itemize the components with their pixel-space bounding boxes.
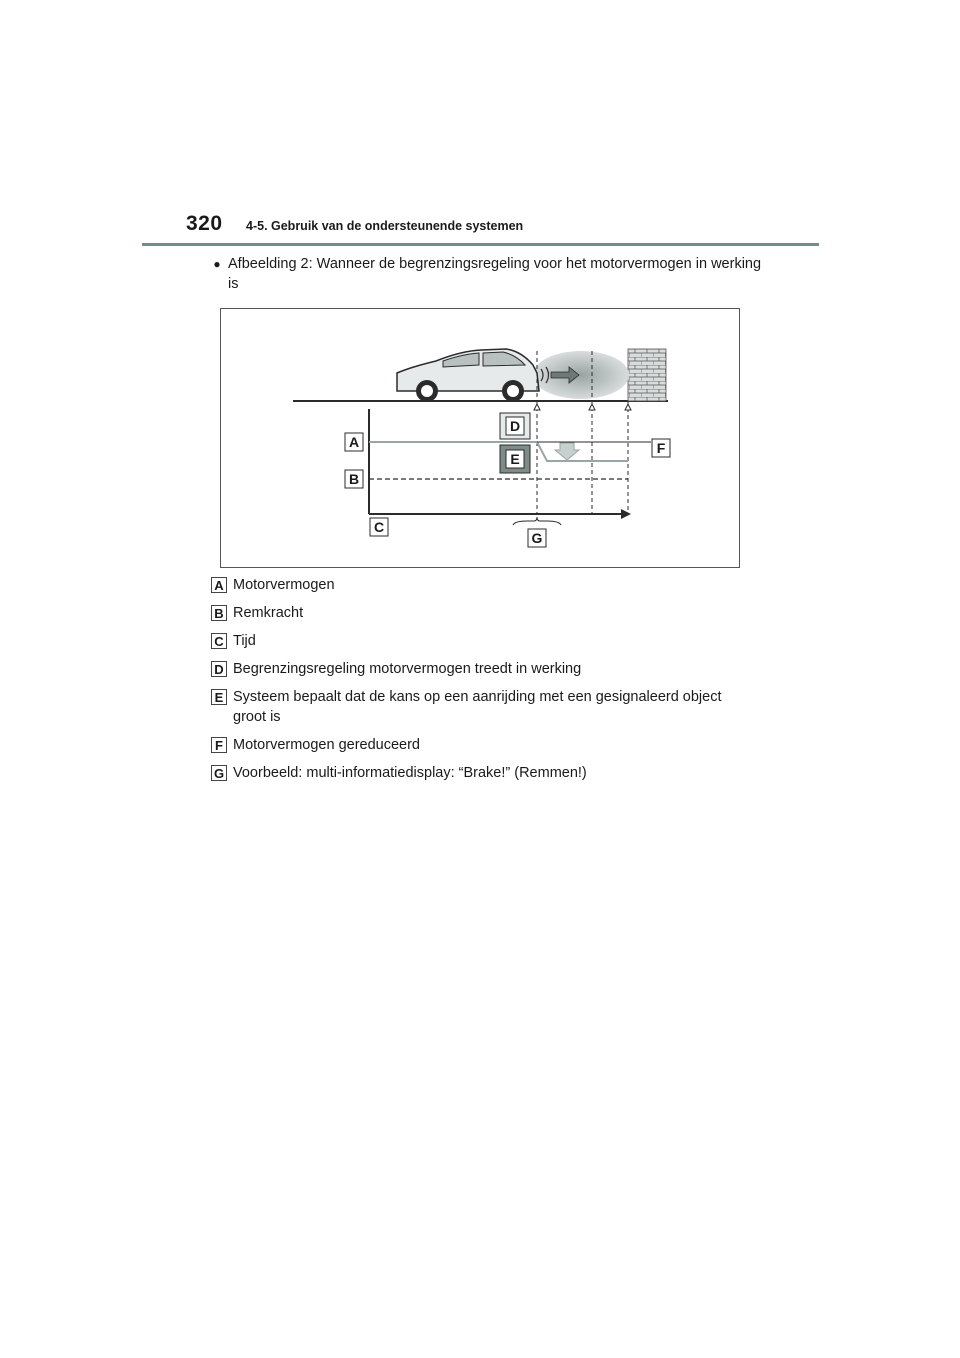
legend-item-g — [211, 763, 751, 783]
callout-g — [528, 529, 546, 547]
callout-d — [500, 413, 530, 439]
legend-tag: E — [211, 689, 227, 705]
legend-text: Begrenzingsregeling motorvermogen treedt in werking — [233, 661, 582, 677]
diagram-figure — [220, 308, 740, 568]
legend-text: Remkracht — [233, 605, 304, 621]
legend-item-f — [211, 735, 751, 755]
legend-text: Tijd — [233, 633, 256, 649]
legend-text: Motorvermogen — [233, 577, 335, 593]
graph-x-arrowhead — [621, 509, 631, 519]
legend-tag: A — [211, 577, 227, 593]
marker-triangle-3 — [625, 404, 631, 410]
legend-list — [211, 575, 751, 791]
callout-c — [370, 518, 388, 536]
callout-a-label: A — [348, 434, 360, 450]
wall-icon — [628, 349, 666, 401]
callout-f — [652, 439, 670, 457]
callout-a — [345, 433, 363, 451]
callout-b-label: B — [348, 471, 360, 487]
callout-f-label: F — [656, 440, 666, 456]
car-icon — [397, 349, 539, 402]
intro-paragraph — [210, 254, 770, 294]
legend-tag: C — [211, 633, 227, 649]
header-rule — [142, 243, 819, 246]
engine-power-line — [369, 442, 628, 461]
legend-tag: D — [211, 661, 227, 677]
marker-triangle-1 — [534, 404, 540, 410]
legend-item-d — [211, 659, 751, 679]
callout-e-label: E — [510, 451, 520, 467]
callout-b — [345, 470, 363, 488]
legend-tag: G — [211, 765, 227, 781]
section-title: 4-5. Gebruik van de ondersteunende systemen — [246, 219, 524, 233]
legend-item-b — [211, 603, 751, 623]
legend-text: Motorvermogen gereduceerd — [233, 737, 420, 753]
legend-item-a — [211, 575, 751, 595]
reduction-arrow-icon — [555, 443, 579, 460]
callout-e — [500, 445, 530, 473]
intro-text: Afbeelding 2: Wanneer de begrenzingsregeling voor het motorvermogen in werking is — [228, 256, 762, 292]
legend-text: Systeem bepaalt dat de kans op een aanrijding met een gesignaleerd object groot is — [233, 689, 722, 725]
bullet-icon: ● — [213, 257, 221, 271]
legend-text: Voorbeeld: multi-informatiedisplay: “Brake!” (Remmen!) — [233, 765, 587, 781]
callout-c-label: C — [373, 519, 385, 535]
diagram-svg — [221, 309, 739, 567]
marker-triangle-2 — [589, 404, 595, 410]
page-number: 320 — [186, 212, 223, 235]
legend-item-e — [211, 687, 751, 727]
legend-tag: F — [211, 737, 227, 753]
sensor-cone-icon — [533, 351, 629, 399]
legend-tag: B — [211, 605, 227, 621]
callout-d-label: D — [509, 418, 521, 434]
legend-item-c — [211, 631, 751, 651]
bracket-g — [513, 517, 561, 525]
callout-g-label: G — [531, 530, 543, 546]
